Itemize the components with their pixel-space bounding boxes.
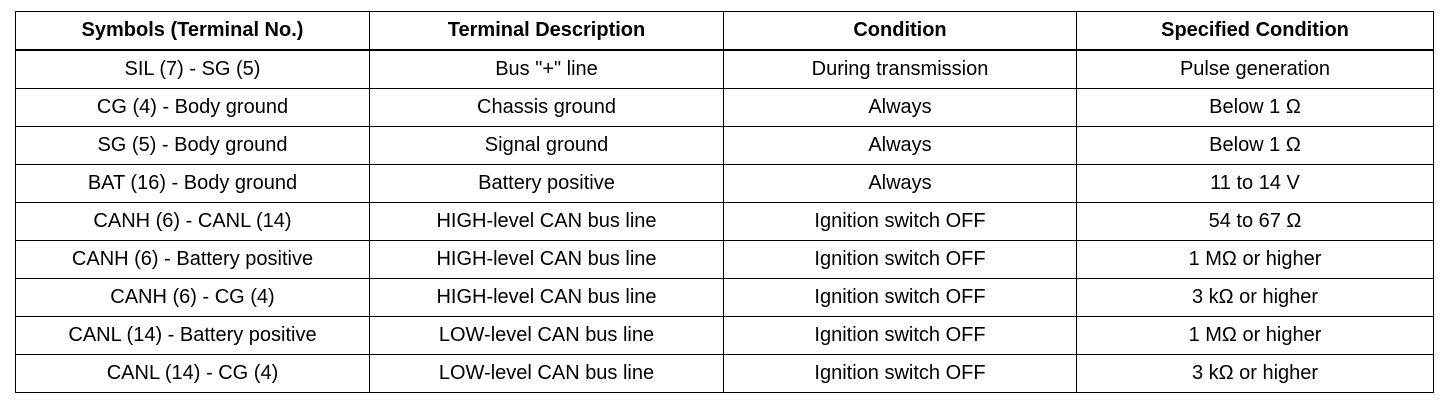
cell-symbols: CANL (14) - Battery positive [16, 317, 370, 355]
cell-specified-condition: Below 1 Ω [1077, 127, 1434, 165]
table-header-row [16, 12, 1434, 51]
cell-specified-condition: 11 to 14 V [1077, 165, 1434, 203]
cell-terminal-description: HIGH-level CAN bus line [370, 203, 724, 241]
cell-condition: Ignition switch OFF [724, 279, 1077, 317]
cell-symbols: CANH (6) - CG (4) [16, 279, 370, 317]
header-symbols: Symbols (Terminal No.) [16, 12, 370, 51]
cell-condition: Ignition switch OFF [724, 317, 1077, 355]
cell-symbols: CANL (14) - CG (4) [16, 355, 370, 393]
cell-terminal-description: Chassis ground [370, 89, 724, 127]
cell-specified-condition: Pulse generation [1077, 50, 1434, 89]
header-specified-condition: Specified Condition [1077, 12, 1434, 51]
table-row [16, 355, 1434, 393]
table-row [16, 203, 1434, 241]
cell-condition: Always [724, 89, 1077, 127]
table-row [16, 127, 1434, 165]
cell-symbols: CG (4) - Body ground [16, 89, 370, 127]
cell-symbols: SG (5) - Body ground [16, 127, 370, 165]
cell-specified-condition: Below 1 Ω [1077, 89, 1434, 127]
cell-terminal-description: LOW-level CAN bus line [370, 355, 724, 393]
cell-symbols: CANH (6) - Battery positive [16, 241, 370, 279]
cell-condition: Always [724, 127, 1077, 165]
terminal-spec-table [15, 11, 1434, 393]
cell-specified-condition: 1 MΩ or higher [1077, 241, 1434, 279]
cell-terminal-description: Battery positive [370, 165, 724, 203]
cell-condition: During transmission [724, 50, 1077, 89]
cell-specified-condition: 54 to 67 Ω [1077, 203, 1434, 241]
cell-condition: Always [724, 165, 1077, 203]
header-terminal-description: Terminal Description [370, 12, 724, 51]
table-row [16, 50, 1434, 89]
cell-symbols: SIL (7) - SG (5) [16, 50, 370, 89]
table-row [16, 241, 1434, 279]
cell-condition: Ignition switch OFF [724, 203, 1077, 241]
cell-specified-condition: 1 MΩ or higher [1077, 317, 1434, 355]
cell-terminal-description: Bus "+" line [370, 50, 724, 89]
cell-condition: Ignition switch OFF [724, 355, 1077, 393]
table-row [16, 317, 1434, 355]
header-condition: Condition [724, 12, 1077, 51]
cell-terminal-description: LOW-level CAN bus line [370, 317, 724, 355]
cell-condition: Ignition switch OFF [724, 241, 1077, 279]
cell-terminal-description: HIGH-level CAN bus line [370, 279, 724, 317]
cell-specified-condition: 3 kΩ or higher [1077, 355, 1434, 393]
cell-specified-condition: 3 kΩ or higher [1077, 279, 1434, 317]
cell-terminal-description: Signal ground [370, 127, 724, 165]
cell-symbols: CANH (6) - CANL (14) [16, 203, 370, 241]
cell-symbols: BAT (16) - Body ground [16, 165, 370, 203]
table-row [16, 165, 1434, 203]
table-row [16, 279, 1434, 317]
table-row [16, 89, 1434, 127]
cell-terminal-description: HIGH-level CAN bus line [370, 241, 724, 279]
